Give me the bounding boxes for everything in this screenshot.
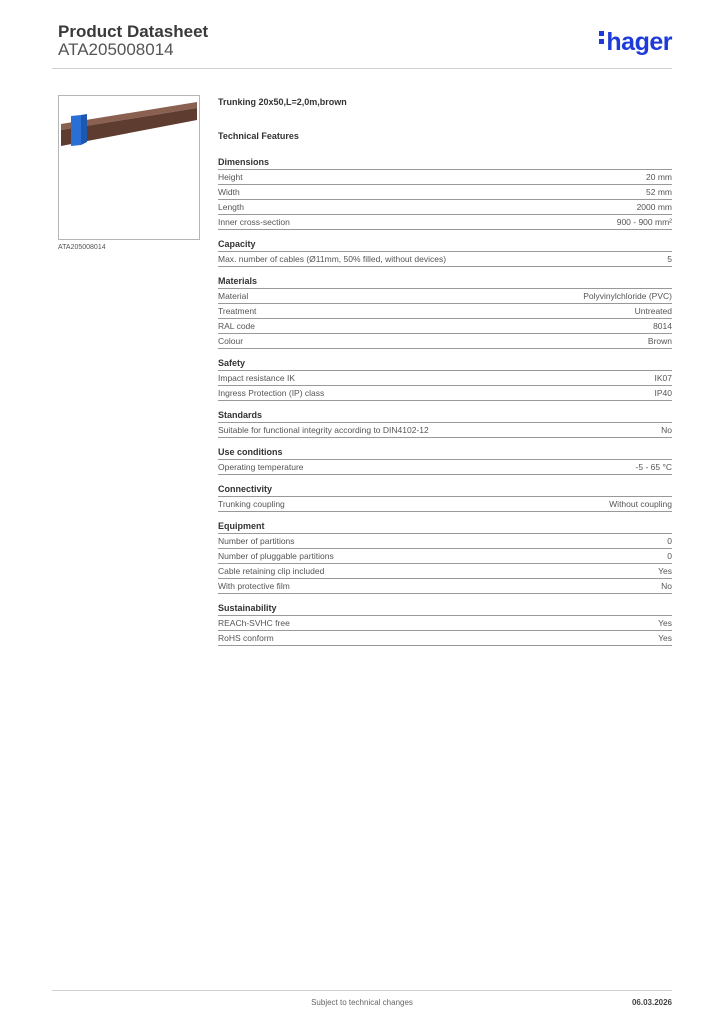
spec-label: RAL code xyxy=(218,321,256,331)
spec-row xyxy=(218,631,672,646)
spec-row xyxy=(218,534,672,549)
logo-mark-icon xyxy=(599,31,604,47)
spec-label: Suitable for functional integrity according to DIN4102-12 xyxy=(218,425,429,435)
spec-label: Trunking coupling xyxy=(218,499,285,509)
spec-row xyxy=(218,252,672,267)
spec-value: 20 mm xyxy=(646,172,672,182)
spec-label: REACh-SVHC free xyxy=(218,618,290,628)
spec-label: Inner cross-section xyxy=(218,217,290,227)
section-connectivity xyxy=(218,483,672,512)
spec-row xyxy=(218,460,672,475)
spec-row xyxy=(218,185,672,200)
spec-content xyxy=(218,96,672,654)
trunking-image xyxy=(59,96,199,239)
spec-row xyxy=(218,564,672,579)
section-title: Materials xyxy=(218,275,672,289)
spec-row xyxy=(218,616,672,631)
product-name: Trunking 20x50,L=2,0m,brown xyxy=(218,97,347,107)
section-safety xyxy=(218,357,672,401)
spec-value: 8014 xyxy=(653,321,672,331)
spec-row xyxy=(218,334,672,349)
product-image xyxy=(58,95,200,240)
product-code: ATA205008014 xyxy=(58,40,174,59)
spec-row xyxy=(218,304,672,319)
section-dimensions xyxy=(218,156,672,230)
section-standards xyxy=(218,409,672,438)
spec-label: Length xyxy=(218,202,244,212)
section-title: Use conditions xyxy=(218,446,672,460)
spec-value: 900 - 900 mm² xyxy=(616,217,672,227)
spec-value: Yes xyxy=(658,566,672,576)
section-capacity xyxy=(218,238,672,267)
section-title: Capacity xyxy=(218,238,672,252)
spec-label: Colour xyxy=(218,336,244,346)
technical-features-heading: Technical Features xyxy=(218,131,299,141)
spec-value: Untreated xyxy=(634,306,672,316)
spec-row xyxy=(218,170,672,185)
spec-label: Material xyxy=(218,291,249,301)
spec-value: 5 xyxy=(667,254,672,264)
spec-label: With protective film xyxy=(218,581,290,591)
spec-label: Height xyxy=(218,172,243,182)
document-title: Product Datasheet xyxy=(58,22,209,41)
section-title: Standards xyxy=(218,409,672,423)
spec-value: Brown xyxy=(647,336,672,346)
header-divider xyxy=(52,68,672,69)
spec-row xyxy=(218,423,672,438)
spec-label: Cable retaining clip included xyxy=(218,566,325,576)
section-sustainability xyxy=(218,602,672,646)
spec-row xyxy=(218,386,672,401)
section-title: Connectivity xyxy=(218,483,672,497)
spec-value: No xyxy=(661,425,672,435)
spec-row xyxy=(218,215,672,230)
spec-label: Max. number of cables (Ø11mm, 50% filled, without devices) xyxy=(218,254,447,264)
spec-label: Width xyxy=(218,187,240,197)
spec-value: IP40 xyxy=(654,388,672,398)
spec-value: -5 - 65 °C xyxy=(635,462,672,472)
spec-row xyxy=(218,579,672,594)
section-title: Equipment xyxy=(218,520,672,534)
spec-value: Polyvinylchloride (PVC) xyxy=(583,291,672,301)
spec-value: Yes xyxy=(658,618,672,628)
section-title: Sustainability xyxy=(218,602,672,616)
section-title: Safety xyxy=(218,357,672,371)
spec-label: Number of partitions xyxy=(218,536,295,546)
spec-row xyxy=(218,497,672,512)
spec-row xyxy=(218,289,672,304)
section-materials xyxy=(218,275,672,349)
spec-value: 0 xyxy=(667,536,672,546)
page-header xyxy=(58,20,672,70)
spec-value: 2000 mm xyxy=(636,202,672,212)
spec-value: Yes xyxy=(658,633,672,643)
spec-label: Operating temperature xyxy=(218,462,304,472)
spec-row xyxy=(218,319,672,334)
spec-label: Ingress Protection (IP) class xyxy=(218,388,325,398)
spec-label: RoHS conform xyxy=(218,633,274,643)
section-equipment xyxy=(218,520,672,594)
footer-date: 06.03.2026 xyxy=(631,998,672,1007)
image-caption: ATA205008014 xyxy=(58,244,106,251)
spec-label: Number of pluggable partitions xyxy=(218,551,334,561)
footer-note: Subject to technical changes xyxy=(311,998,413,1007)
spec-value: 52 mm xyxy=(646,187,672,197)
spec-value: Without coupling xyxy=(609,499,672,509)
spec-value: IK07 xyxy=(654,373,672,383)
spec-value: No xyxy=(661,581,672,591)
hager-logo xyxy=(599,28,672,57)
section-use-conditions xyxy=(218,446,672,475)
logo-text: hager xyxy=(606,28,672,56)
spec-row xyxy=(218,371,672,386)
spec-value: 0 xyxy=(667,551,672,561)
spec-label: Treatment xyxy=(218,306,257,316)
footer-divider xyxy=(52,990,672,991)
section-title: Dimensions xyxy=(218,156,672,170)
spec-row xyxy=(218,200,672,215)
spec-label: Impact resistance IK xyxy=(218,373,296,383)
spec-row xyxy=(218,549,672,564)
